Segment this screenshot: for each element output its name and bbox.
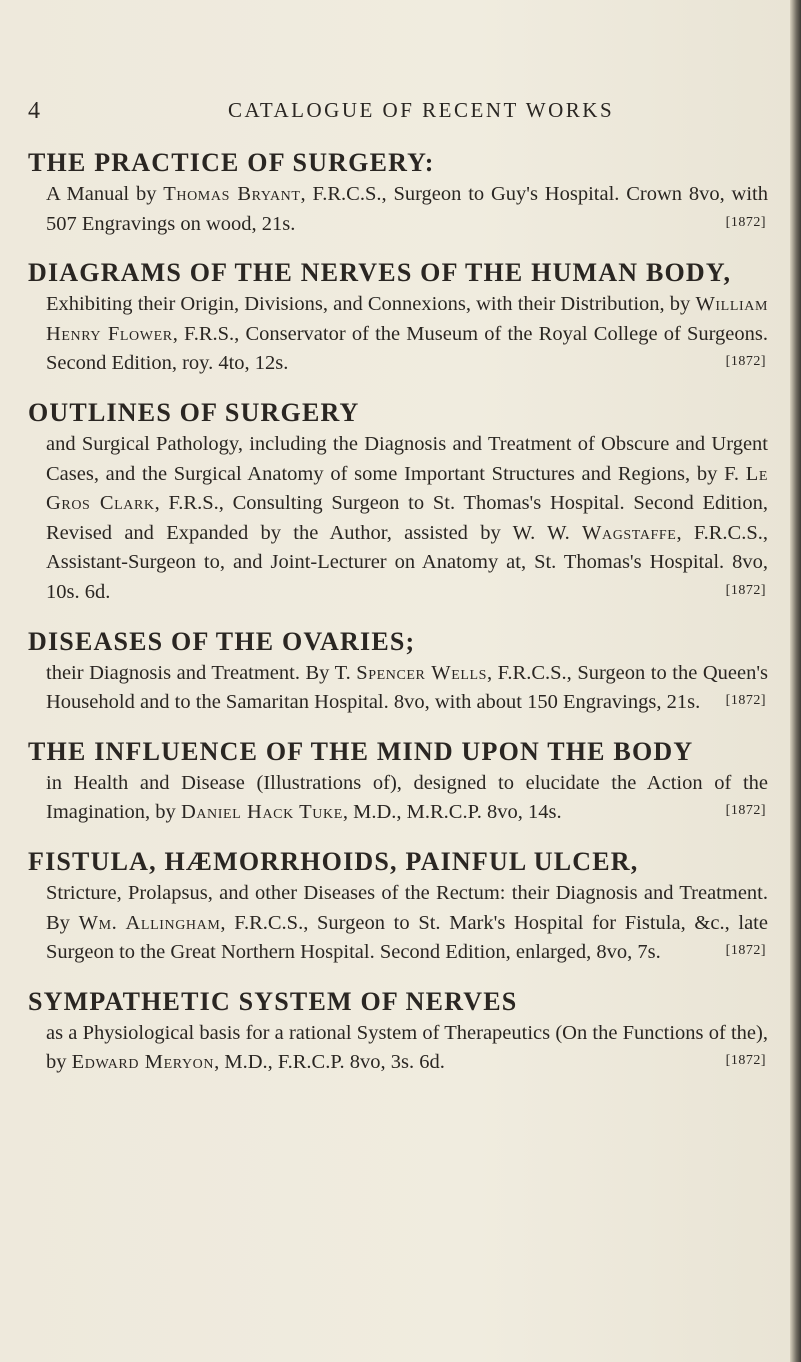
- author-name: Edward Meryon: [71, 1051, 215, 1074]
- entry-description: [28, 769, 768, 828]
- page-edge-shadow: [790, 0, 801, 1362]
- author-name: Spencer Wells: [356, 661, 488, 684]
- description-text: Stricture, Prolapsus, and other Diseases of the Rectum: their Diagnosis and Treatment. By: [46, 881, 768, 934]
- author-name: Wm. Allingham: [78, 911, 221, 934]
- publication-date: [1872]: [725, 582, 766, 598]
- description-text: Exhibiting their Origin, Divisions, and Connexions, with their Distribution, by: [46, 293, 696, 316]
- description-text: in Health and Disease (Illustrations of), designed to elucidate the Action of the Imagination, by: [46, 771, 768, 824]
- catalogue-entry: [28, 735, 768, 828]
- description-text: , M.D., F.R.C.P. 8vo, 3s. 6d.: [214, 1051, 445, 1074]
- description-text: their Diagnosis and Treatment. By T.: [46, 661, 357, 684]
- entry-title: DIAGRAMS OF THE NERVES OF THE HUMAN BODY,: [28, 258, 732, 288]
- catalogue-entries: [28, 146, 768, 1095]
- entry-description: [28, 290, 768, 379]
- description-text: , M.D., M.R.C.P. 8vo, 14s.: [342, 801, 562, 824]
- running-head: [28, 98, 768, 128]
- catalogue-entry: [28, 625, 768, 718]
- author-name: William Henry Flower: [46, 293, 768, 345]
- entry-title: SYMPATHETIC SYSTEM OF NERVES: [28, 986, 518, 1016]
- entry-description: [28, 879, 768, 968]
- description-text: , F.R.C.S., Surgeon to Guy's Hospital. Crown 8vo, with 507 Engravings on wood, 21s.: [46, 183, 768, 235]
- description-text: , F.R.C.S., Surgeon to St. Mark's Hospital for Fistula, &c., late Surgeon to the Great Northern Hospital. Second Edition, enlarged, 8vo, 7s.: [46, 911, 768, 964]
- page-number: 4: [28, 98, 41, 124]
- entry-description: [28, 430, 768, 608]
- catalogue-entry: [28, 396, 768, 608]
- author-name: Wagstaffe: [582, 521, 677, 544]
- publication-date: [1872]: [725, 693, 766, 709]
- publication-date: [1872]: [725, 943, 766, 959]
- author-name: Thomas Bryant: [163, 183, 301, 205]
- author-name: Le Gros Clark: [46, 462, 768, 515]
- running-head-title: CATALOGUE OF RECENT WORKS: [228, 98, 615, 122]
- author-name: Daniel Hack Tuke: [180, 801, 343, 824]
- catalogue-entry: [28, 256, 768, 379]
- catalogue-entry: [28, 845, 768, 968]
- entry-title: FISTULA, HÆMORRHOIDS, PAINFUL ULCER,: [28, 846, 639, 876]
- description-text: and Surgical Pathology, including the Diagnosis and Treatment of Obscure and Urgent Cases, and the Surgical Anatomy of some Important Structures and Regions, by F.: [46, 432, 768, 485]
- description-text: as a Physiological basis for a rational System of Therapeutics (On the Functions of the), by: [46, 1021, 768, 1074]
- entry-description: [28, 1019, 768, 1078]
- entry-title: THE PRACTICE OF SURGERY:: [28, 148, 435, 177]
- entry-title: OUTLINES OF SURGERY: [28, 397, 360, 427]
- catalogue-entry: [28, 146, 768, 239]
- catalogue-entry: [28, 985, 768, 1078]
- publication-date: [1872]: [725, 214, 766, 230]
- description-text: , F.R.C.S., Surgeon to the Queen's Household and to the Samaritan Hospital. 8vo, with about 150 Engravings, 21s.: [46, 661, 768, 714]
- publication-date: [1872]: [725, 803, 766, 819]
- description-text: , F.R.S., Conservator of the Museum of the Royal College of Surgeons. Second Edition, roy. 4to, 12s.: [46, 322, 769, 375]
- entry-title: THE INFLUENCE OF THE MIND UPON THE BODY: [28, 736, 694, 766]
- publication-date: [1872]: [725, 354, 766, 370]
- publication-date: [1872]: [725, 1053, 766, 1069]
- entry-description: [28, 659, 768, 718]
- entry-title: DISEASES OF THE OVARIES;: [28, 626, 416, 656]
- description-text: , F.R.C.S., Assistant-Surgeon to, and Joint-Lecturer on Anatomy at, St. Thomas's Hospital. 8vo, 10s. 6d.: [46, 521, 769, 603]
- description-text: A Manual by: [46, 183, 164, 205]
- description-text: , F.R.S., Consulting Surgeon to St. Thomas's Hospital. Second Edition, Revised and Expanded by the Author, assisted by W. W.: [46, 492, 768, 544]
- entry-description: [28, 180, 768, 239]
